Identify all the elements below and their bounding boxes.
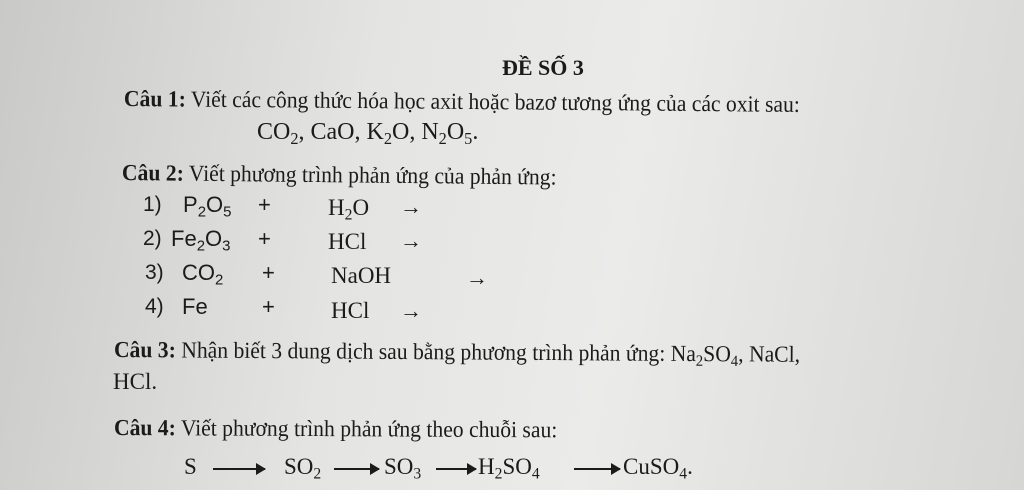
chain-sulfur: S [184,454,197,479]
chain-so3: $SO_3$ [384,454,422,483]
question-3-text: Nhận biết 3 dung dịch sau bằng phương trình phản ứng: Na [175,337,696,367]
reaction-arrow: → [400,194,422,219]
reaction-arrow: → [400,228,422,253]
reaction-arrow: → [400,298,422,323]
chain-arrow-3 [436,468,476,470]
question-3-line2: HCl. [113,369,158,394]
document-page: ĐỀ SỐ 3 Câu 1: Viết các công thức hóa học axit hoặc bazơ tương ứng của các oxit sau: $CO_2$, CaO, $K_2O$, $N_2O_5$. Câu 2: Viết phương trình phản ứng của phản ứng: 1) $P_2O_5$ + $H_2O$ → 2) $Fe_2O_3$ + HCl → 3) $CO_2$ + NaOH → 4) Fe + HCl → Câu 3: Nhận biết 3 dung dịch sau bằng phương trình phản ứng: $Na_2SO_4$, NaCl, HCl. Câu 4: Viết phương trình phản ứng theo chuỗi sau: S $SO_2$ $SO_3$ $H_2SO_4$ CuSO$_4$. [0,0,1024,490]
question-1-text: Viết các công thức hóa học axit hoặc bazơ tương ứng của các oxit sau: [185,86,800,117]
question-4 [114,416,586,441]
question-1-label: Câu 1: [123,86,186,112]
question-2-text: Viết phương trình phản ứng của phản ứng: [183,160,557,190]
question-1-oxides: $CO_2$, CaO, $K_2O$, $N_2O_5$. [257,119,479,148]
chain-arrow-2 [334,468,379,470]
question-4-text: Viết phương trình phản ứng theo chuỗi sau: [175,415,558,443]
chain-arrow-1 [213,468,265,470]
question-2 [122,161,585,189]
chain-so2: $SO_2$ [284,454,322,483]
question-2-label: Câu 2: [121,160,184,186]
chain-cuso4: CuSO$_4$. [623,454,693,483]
reaction-arrow: → [466,265,488,290]
exam-title: ĐỀ SỐ 3 [502,55,584,80]
chain-h2so4: $H_2SO_4$ [478,454,540,483]
question-1 [124,87,843,116]
chain-arrow-4 [574,468,620,470]
question-3-label: Câu 3: [113,337,176,363]
question-3: Câu 3: Nhận biết 3 dung dịch sau bằng phương trình phản ứng: $Na_2SO_4$, NaCl, [113,337,801,371]
question-4-label: Câu 4: [113,415,176,441]
